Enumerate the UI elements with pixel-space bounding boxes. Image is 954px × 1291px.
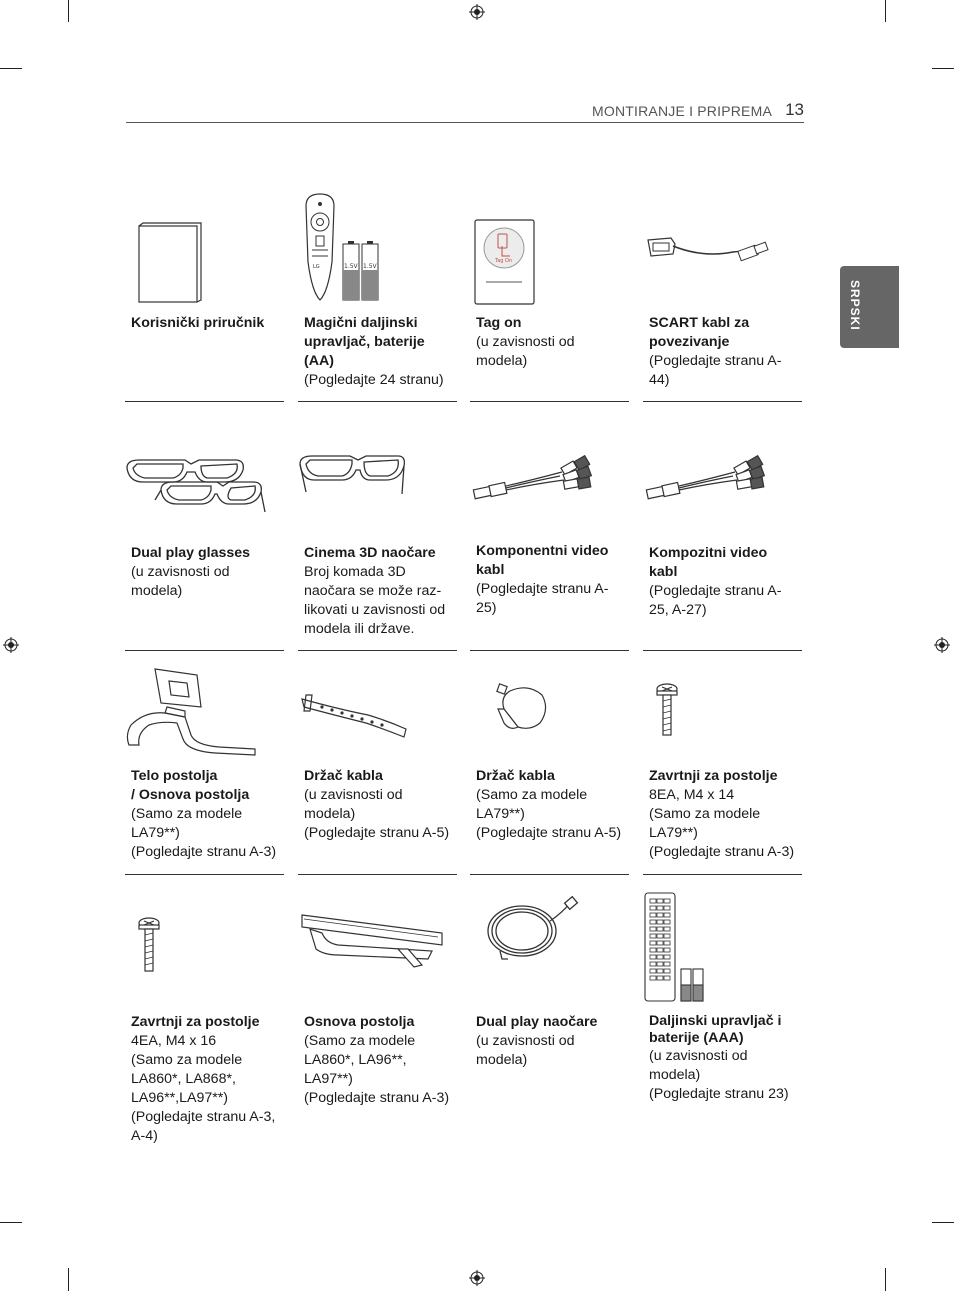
- scart-cable-icon: [643, 228, 802, 278]
- crop-mark: [932, 1222, 954, 1223]
- item-title: Telo postolja / Osnova postolja: [131, 768, 250, 803]
- crop-mark: [0, 68, 22, 69]
- crop-mark: [0, 1222, 22, 1223]
- page-header: [126, 100, 804, 123]
- svg-text:1.5V: 1.5V: [344, 263, 358, 270]
- cable-holder-clip-icon: [470, 679, 629, 739]
- item-description: (u zavisnosti od modela) (Pogledajte stranu 23): [649, 1048, 789, 1102]
- accessory-item: [643, 875, 802, 1150]
- stand-body-base-icon: [125, 663, 284, 763]
- cinema-3d-glasses-icon: [298, 446, 457, 506]
- svg-text:1.5V: 1.5V: [363, 263, 377, 270]
- item-title: Osnova postolja: [304, 1014, 415, 1030]
- dual-play-glasses-icon: [125, 438, 284, 528]
- language-tab: [840, 266, 899, 348]
- accessory-item: [470, 651, 629, 875]
- language-tab-label: SRPSKI: [848, 280, 862, 331]
- component-video-cable-icon: [470, 450, 629, 510]
- manual-booklet-icon: [125, 218, 284, 308]
- item-description: (Pogledajte stranu A-44): [649, 353, 782, 388]
- accessory-item: [643, 420, 802, 651]
- crop-mark: [885, 1268, 886, 1291]
- item-title: Držač kabla: [476, 768, 555, 784]
- registration-mark-icon: [934, 637, 950, 653]
- accessory-item: [298, 420, 457, 651]
- stand-base-bar-icon: [298, 909, 457, 973]
- page-number: 13: [785, 100, 804, 119]
- crop-mark: [932, 68, 954, 69]
- stand-screw-icon: [643, 681, 802, 741]
- item-title: Kompozitni video kabl: [649, 545, 768, 580]
- item-description: 4EA, M4 x 16 (Samo za modele LA860*, LA868*, LA96**,LA97**) (Pogledajte stranu A-3, A-4): [131, 1033, 276, 1144]
- accessory-item: [643, 188, 802, 402]
- item-title: Daljinski upravljač i baterije (AAA): [649, 1013, 782, 1046]
- item-description: 8EA, M4 x 14 (Samo za modele LA79**) (Pogledajte stranu A-3): [649, 787, 795, 860]
- item-title: Korisnički priručnik: [131, 315, 265, 331]
- accessory-item: [125, 188, 284, 402]
- accessory-item: [125, 420, 284, 651]
- accessory-item: [298, 651, 457, 875]
- item-description: (Pogledajte stranu A-25, A-27): [649, 583, 782, 618]
- crop-mark: [885, 0, 886, 22]
- registration-mark-icon: [469, 4, 485, 20]
- remote-control-aaa-icon: [643, 889, 802, 1005]
- item-title: Zavrtnji za postolje: [649, 768, 778, 784]
- tag-on-card-icon: [470, 218, 629, 308]
- item-description: (u zavisnosti od modela): [476, 1033, 575, 1068]
- item-description: (u zavisnosti od modela) (Pogledajte stranu A-5): [304, 787, 450, 841]
- accessory-item: [470, 420, 629, 651]
- stand-screw-icon: [125, 915, 284, 975]
- composite-video-cable-icon: [643, 450, 802, 510]
- accessory-item: [125, 651, 284, 875]
- item-description: (Pogledajte stranu A-25): [476, 581, 609, 616]
- crop-mark: [68, 1268, 69, 1291]
- registration-mark-icon: [469, 1270, 485, 1286]
- item-description: (Pogledajte 24 stranu): [304, 372, 444, 388]
- accessory-item: [298, 875, 457, 1150]
- item-description: (u zavisnosti od modela): [476, 334, 575, 369]
- item-title: Tag on: [476, 315, 522, 331]
- accessory-item: [298, 188, 457, 402]
- item-description: (u zavisnosti od modela): [131, 564, 230, 599]
- registration-mark-icon: [3, 637, 19, 653]
- magic-remote-icon: [298, 192, 457, 304]
- accessory-item: [643, 651, 802, 875]
- item-title: Držač kabla: [304, 768, 383, 784]
- item-description: (Samo za modele LA79**) (Pogledajte stranu A-3): [131, 806, 277, 860]
- crop-mark: [68, 0, 69, 22]
- item-title: SCART kabl za povezivanje: [649, 315, 750, 350]
- item-title: Komponentni video kabl: [476, 543, 609, 578]
- accessory-item: [470, 875, 629, 1150]
- cable-holder-strip-icon: [298, 687, 457, 747]
- item-title: Cinema 3D naočare: [304, 545, 436, 561]
- item-title: Magični daljinski upravljač, baterije (AA): [304, 315, 425, 369]
- item-description: (Samo za modele LA860*, LA96**, LA97**) (Pogledajte stranu A-3): [304, 1033, 450, 1106]
- svg-text:Tag On: Tag On: [495, 258, 513, 264]
- section-title: MONTIRANJE I PRIPREMA: [592, 103, 772, 119]
- item-title: Zavrtnji za postolje: [131, 1014, 260, 1030]
- item-title: Dual play naočare: [476, 1014, 598, 1030]
- dual-play-glasses-cable-icon: [470, 895, 629, 965]
- svg-text:LG: LG: [313, 264, 320, 270]
- accessory-item: [125, 875, 284, 1150]
- item-description: (Samo za modele LA79**) (Pogledajte stranu A-5): [476, 787, 622, 841]
- item-title: Dual play glasses: [131, 545, 251, 561]
- accessory-item: [470, 188, 629, 402]
- item-description: Broj komada 3D naočara se može raz-likovati u zavisnosti od modela ili države.: [304, 564, 446, 637]
